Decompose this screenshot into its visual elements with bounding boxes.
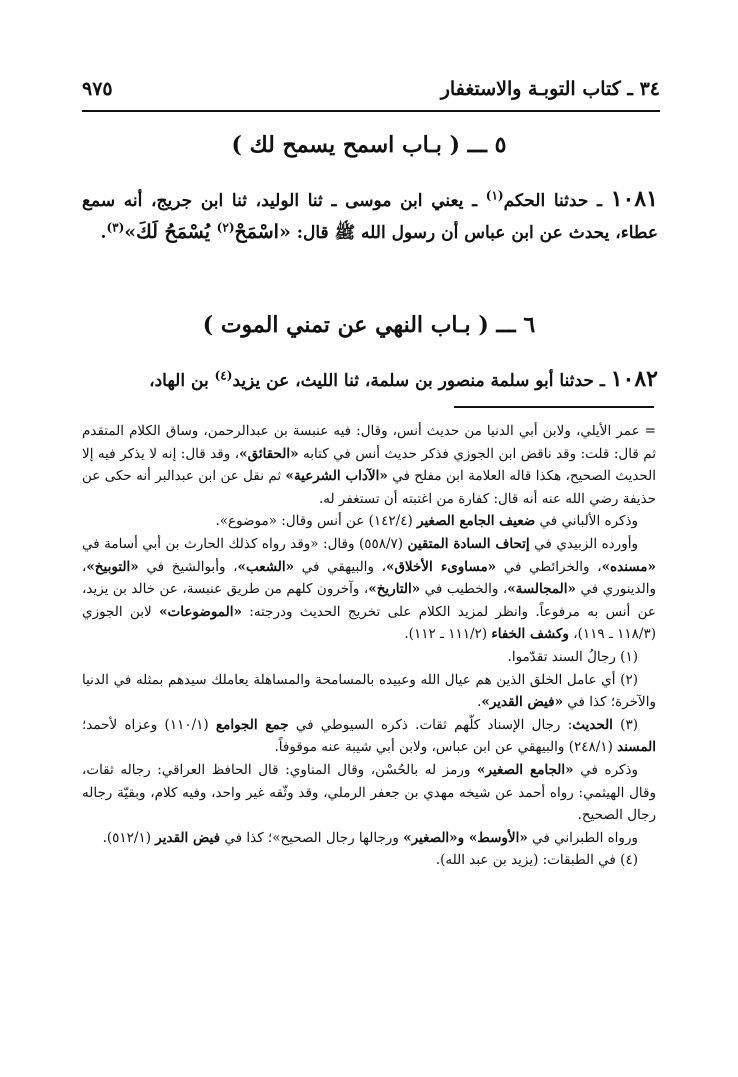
footnote-3-continued: ورواه الطبراني في «الأوسط» و«الصغير» ورجالها رجال الصحيح»؛ كذا في فيض القدير (٥١٢/١). — [102, 829, 638, 846]
page-number: ٩٧٥ — [82, 78, 113, 100]
hadith-text: . — [100, 223, 107, 243]
running-header — [82, 78, 660, 106]
footnote-4: (٤) في الطبقات: (يزيد بن عبد الله). — [435, 852, 638, 869]
footnotes — [82, 420, 656, 872]
footnote-ref[interactable]: (٣) — [106, 220, 125, 235]
chapter-number: ٥ — [494, 132, 507, 158]
dash: ـ — [597, 191, 603, 211]
chapter-number: ٦ — [523, 312, 536, 338]
header-rule — [82, 110, 660, 112]
footnote-3: (٣) الحديث: رجال الإسناد كلّهم ثقات. ذكره السيوطي في جمع الجوامع (١١٠/١) وعزاه لأحمد؛ المسند (٢٤٨/١) والبيهقي عن ابن عباس، ولابن أبي شيبة عنه موقوفاً. — [82, 716, 656, 756]
dash: ـ — [599, 371, 605, 391]
chapter-title: ( بـاب النهي عن تمني الموت ) — [202, 312, 489, 338]
footnote-separator — [454, 406, 654, 408]
footnote-ref[interactable]: (١) — [485, 188, 504, 203]
footnote-2: (٢) أي عامل الخلق الذين هم عيال الله وعبيده بالمسامحة والمساهلة يعاملك سيدهم بمثله في الدنيا والآخرة؛ كذا في «فيض القدير». — [82, 671, 656, 711]
hadith-text: ـ يعني ابن موسى ـ ثنا الوليد، ثنا ابن جريج، أنه سمع عطاء، يحدث عن ابن عباس أن رسول الله ﷺ قال: — [82, 191, 658, 243]
footnote-ref[interactable]: (٤) — [214, 368, 233, 383]
footnote-3-continued: وذكره في «الجامع الصغير» ورمز له بالحُسْن، وقال المناوي: قال الحافظ العراقي: رجاله ثقات، وقال الهيثمي: رواه أحمد عن شيخه مهدي بن جعفر الرملي، وقد وثّقه غير واحد، وفيه كلام، وبقيّة رجاله رجال الصحيح. — [82, 761, 656, 824]
footnote-continuation: = عمر الأيلي، ولابن أبي الدنيا من حديث أنس، وقال: فيه عنبسة بن عبدالرحمن، وساق الكلام المتقدم ثم قال: قلت: وقد ناقض ابن الجوزي فذكر حديث أنس في كتابه «الحقائق»، وقد قال: إنه لا يذكر فيه إلا الحديث الصحيح، هكذا قاله العلامة ابن مفلح في «الآداب الشرعية» ثم نقل عن ابن عبدالبر أنه حكى عن حذيفة رضي الله عنه أنه قال: كفارة من اغتبته أن تستغفر له. — [82, 423, 656, 507]
chapter-title: ( بـاب اسمح يسمح لك ) — [231, 132, 460, 158]
hadith-1082 — [82, 364, 658, 397]
hadith-1081 — [82, 184, 658, 249]
prophetic-quote: «اسْمَحْ — [234, 221, 291, 243]
footnote-1: (١) رجالُ السند تقدّموا. — [507, 648, 638, 665]
hadith-number: ١٠٨١ — [610, 186, 658, 212]
footnote-paragraph: وأورده الزبيدي في إتحاف السادة المتقين (٥٥٨/٧) وقال: «وقد رواه كذلك الحارث بن أبي أسامة في «مسنده»، والخرائطي في «مساوىء الأخلاق»، والبيهقي في «الشعب»، وأبوالشيخ في «التوبيخ»، والدينوري في «المجالسة»، والخطيب في «التاريخ»، وآخرون كلهم من طريق عنبسة، عن خالد بن يزيد، عن أنس به مرفوعاً. وانظر لمزيد الكلام على تخريج الحديث ودرجته: «الموضوعات» لابن الجوزي (١١٨/٣ ـ ١١٩)، وكشف الخفاء (١١١/٢ ـ ١١٢). — [82, 535, 656, 643]
running-title: ٣٤ ـ كتاب التوبـة والاستغفار — [440, 78, 660, 100]
chapter-heading-6: ٦ ـــ ( بـاب النهي عن تمني الموت ) — [202, 312, 536, 338]
chapter-heading-5: ٥ ـــ ( بـاب اسمح يسمح لك ) — [231, 132, 507, 158]
footnote-paragraph: وذكره الألباني في ضعيف الجامع الصغير (١٤٢/٤) عن أنس وقال: «موضوع». — [215, 513, 638, 530]
hadith-text: بن الهاد، — [149, 371, 215, 391]
hadith-text: حدثنا الحكم — [503, 191, 589, 211]
hadith-number: ١٠٨٢ — [610, 366, 658, 392]
prophetic-quote: يُسْمَحُ لَكَ» — [124, 221, 217, 243]
footnote-ref[interactable]: (٢) — [216, 220, 235, 235]
hadith-text: حدثنا أبو سلمة منصور بن سلمة، ثنا الليث، عن يزيد — [232, 371, 594, 391]
